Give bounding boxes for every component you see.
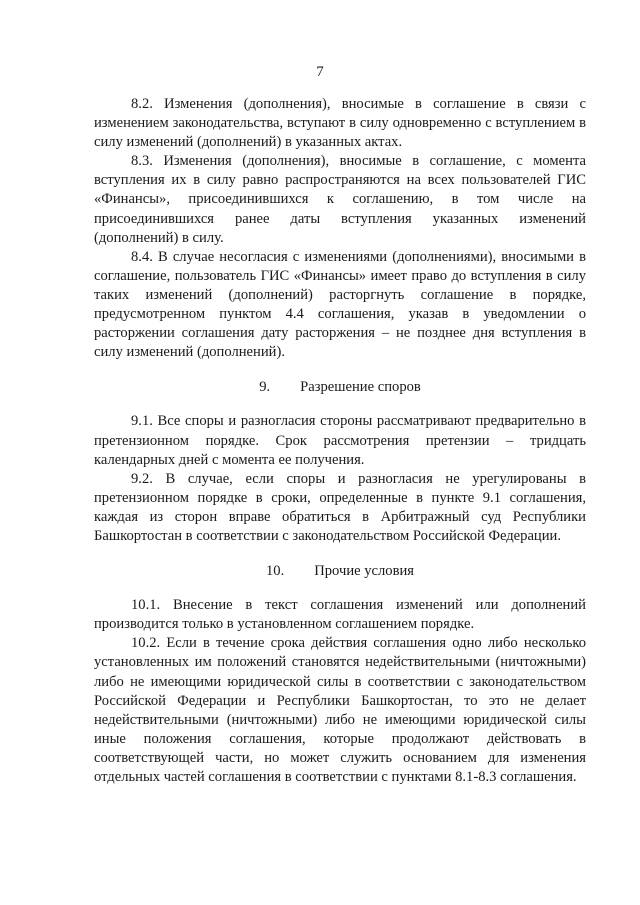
clause-8-4: 8.4. В случае несогласия с изменениями (дополнениями), вносимыми в соглашение, пользователь ГИС «Финансы» имеет право до вступления в силу таких изменений (дополнений) расторгнуть соглашение в порядке, предусмотренном пунктом 4.4 соглашения, указав в уведомлении о расторжении соглашения дату расторжения – не позднее дня вступления в силу изменений (дополнений).	[94, 248, 586, 361]
section-heading-9	[94, 378, 586, 397]
section-heading-10	[94, 562, 586, 581]
clause-10-2: 10.2. Если в течение срока действия соглашения одно либо несколько установленных им положений становятся недействительными (ничтожными) либо не имеющими юридической силы в соответствии с законодательством Российской Федерации и Республики Башкортостан, то это не делает недействительными (ничтожными) либо не имеющими юридической силы иные положения соглашения, которые продолжают действовать в соответствующей части, но может служить основанием для изменения отдельных частей соглашения в соответствии с пунктами 8.1-8.3 соглашения.	[94, 635, 586, 785]
document-body	[94, 95, 586, 787]
clause-9-1: 9.1. Все споры и разногласия стороны рассматривают предварительно в претензионном порядке. Срок рассмотрения претензии – тридцать календарных дней с момента ее получения.	[94, 413, 586, 468]
clause-10-1: 10.1. Внесение в текст соглашения изменений или дополнений производится только в установленном соглашением порядке.	[94, 597, 586, 633]
section-title: Разрешение споров	[300, 379, 421, 396]
clause-8-2: 8.2. Изменения (дополнения), вносимые в соглашение в связи с изменением законодательства, вступают в силу одновременно с вступлением в силу изменений (дополнений) в указанных актах.	[94, 96, 586, 151]
clause-9-2: 9.2. В случае, если споры и разногласия не урегулированы в претензионном порядке в сроки, определенные в пункте 9.1 соглашения, каждая из сторон вправе обратиться в Арбитражный суд Республики Башкортостан в соответствии с законодательством Российской Федерации.	[94, 470, 586, 544]
section-number: 9.	[259, 379, 271, 396]
clause-8-3: 8.3. Изменения (дополнения), вносимые в соглашение, с момента вступления их в силу равно распространяются на всех пользователей ГИС «Финансы», присоединившихся к соглашению, в том числе на присоединившихся ранее даты вступления указанных изменений (дополнений) в силу.	[94, 153, 586, 246]
page-number: 7	[316, 64, 324, 80]
section-number: 10.	[265, 563, 285, 580]
section-title: Прочие условия	[314, 563, 415, 580]
